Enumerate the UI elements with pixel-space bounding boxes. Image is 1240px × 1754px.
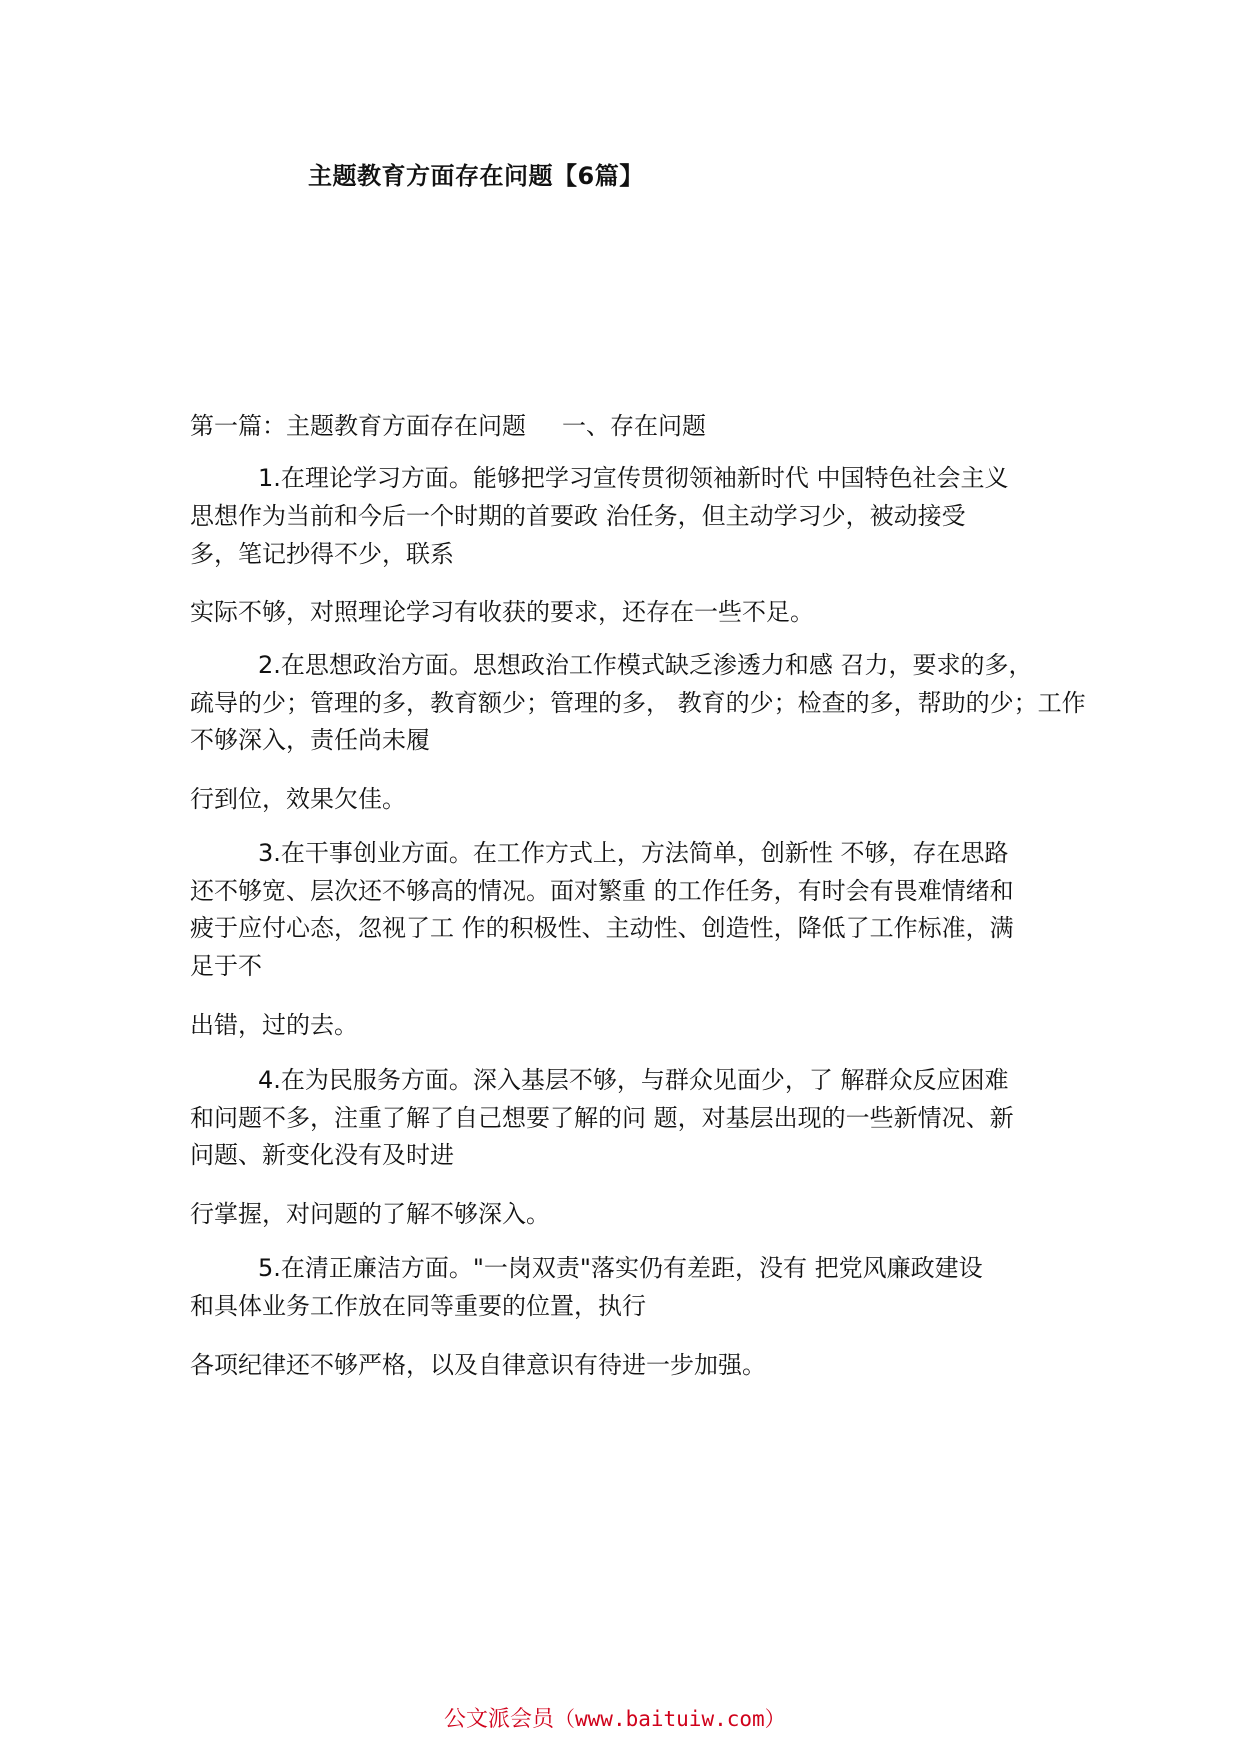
paragraph-4-line-2: 和问题不多，注重了解了自己想要了解的问 题，对基层出现的一些新情况、新 (190, 1104, 1014, 1132)
paragraph-3-line-5: 出错，过的去。 (190, 1011, 358, 1039)
footer-watermark (444, 1702, 786, 1733)
paragraph-2-line-2: 疏导的少；管理的多，教育额少；管理的多， 教育的少；检查的多，帮助的少；工作 (190, 689, 1086, 717)
footer-brand: 公文派会员 (444, 1707, 555, 1732)
paragraph-3-line-1: 3.在干事创业方面。在工作方式上，方法简单，创新性 不够，存在思路 (258, 839, 1009, 867)
paragraph-3-line-3: 疲于应付心态，忽视了工 作的积极性、主动性、创造性，降低了工作标准，满 (190, 914, 1014, 942)
section-heading (190, 412, 706, 440)
footer-url[interactable]: （www.baituiw.com） (554, 1707, 786, 1731)
paragraph-5-line-3: 各项纪律还不够严格，以及自律意识有待进一步加强。 (190, 1351, 766, 1379)
paragraph-1-line-1: 1.在理论学习方面。能够把学习宣传贯彻领袖新时代 中国特色社会主义 (258, 464, 1009, 492)
paragraph-1-line-3: 多，笔记抄得不少，联系 (190, 540, 454, 568)
paragraph-5-line-1: 5.在清正廉洁方面。"一岗双责"落实仍有差距，没有 把党风廉政建设 (258, 1254, 983, 1282)
paragraph-4-line-4: 行掌握，对问题的了解不够深入。 (190, 1200, 550, 1228)
paragraph-2-line-4: 行到位，效果欠佳。 (190, 785, 406, 813)
paragraph-4-line-3: 问题、新变化没有及时进 (190, 1141, 454, 1169)
paragraph-4-line-1: 4.在为民服务方面。深入基层不够，与群众见面少，了 解群众反应困难 (258, 1066, 1009, 1094)
paragraph-2-line-3: 不够深入，责任尚未履 (190, 726, 430, 754)
paragraph-3-line-2: 还不够宽、层次还不够高的情况。面对繁重 的工作任务，有时会有畏难情绪和 (190, 877, 1014, 905)
paragraph-2-line-1: 2.在思想政治方面。思想政治工作模式缺乏渗透力和感 召力，要求的多， (258, 651, 1033, 679)
paragraph-5-line-2: 和具体业务工作放在同等重要的位置，执行 (190, 1292, 646, 1320)
paragraph-1-line-4: 实际不够，对照理论学习有收获的要求，还存在一些不足。 (190, 598, 814, 626)
section-heading-part2: 一、存在问题 (562, 412, 706, 440)
paragraph-1-line-2: 思想作为当前和今后一个时期的首要政 治任务，但主动学习少，被动接受 (190, 502, 966, 530)
document-title: 主题教育方面存在问题【6篇】 (308, 162, 644, 190)
section-heading-part1: 第一篇：主题教育方面存在问题 (190, 412, 526, 440)
paragraph-3-line-4: 足于不 (190, 952, 262, 980)
